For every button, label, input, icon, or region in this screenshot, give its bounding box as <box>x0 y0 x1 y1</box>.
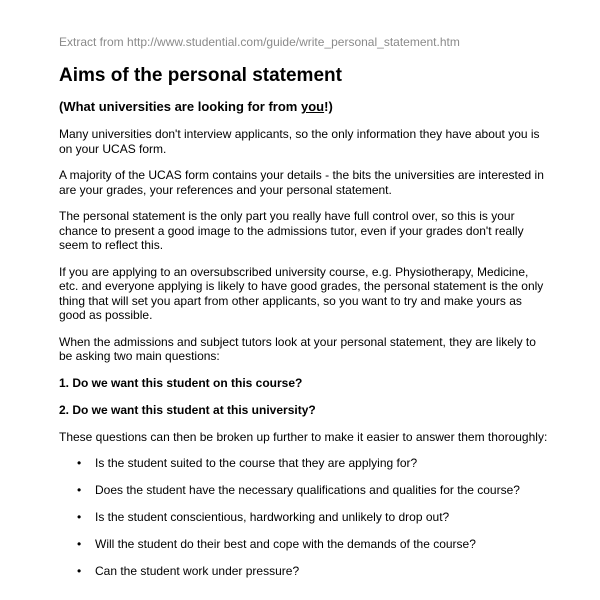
subtitle-before: (What universities are looking for from <box>59 99 301 114</box>
paragraph-interviews: Many universities don't interview applicants, so the only information they have about you is on your UCAS form. <box>59 127 540 156</box>
subtitle-after: !) <box>324 99 333 114</box>
list-item <box>59 564 549 579</box>
list-item <box>59 456 549 471</box>
bullet-icon: • <box>77 564 82 578</box>
page-subtitle <box>59 99 549 115</box>
list-item-text: Is the student suited to the course that they are applying for? <box>95 456 418 470</box>
list-item <box>59 537 549 552</box>
source-url: http://www.studential.com/guide/write_personal_statement.htm <box>127 35 460 49</box>
paragraph-ucas-form: A majority of the UCAS form contains your details - the bits the universities are interested in are your grades, your references and your personal statement. <box>59 168 544 197</box>
list-item <box>59 510 549 525</box>
criteria-list <box>59 456 549 579</box>
paragraph-two-questions: When the admissions and subject tutors look at your personal statement, they are likely to be asking two main questions: <box>59 334 536 363</box>
bullet-icon: • <box>77 483 82 497</box>
paragraph-list-intro: These questions can then be broken up further to make it easier to answer them thoroughly: <box>59 429 548 444</box>
bullet-icon: • <box>77 456 82 470</box>
source-line <box>59 34 549 50</box>
bullet-icon: • <box>77 537 82 551</box>
paragraph-control: The personal statement is the only part you really have full control over, so this is your chance to present a good image to the admissions tutor, even if your grades don't really seem to reflect this. <box>59 209 524 252</box>
list-item-text: Can the student work under pressure? <box>95 564 300 578</box>
list-item-text: Is the student conscientious, hardworking and unlikely to drop out? <box>95 510 450 524</box>
list-item-text: Will the student do their best and cope with the demands of the course? <box>95 537 476 551</box>
list-item <box>59 483 549 498</box>
question-course: 1. Do we want this student on this course? <box>59 375 303 390</box>
paragraph-oversubscribed: If you are applying to an oversubscribed university course, e.g. Physiotherapy, Medicine, etc. and everyone applying is likely to have good grades, the personal statement is the only thing that will set you apart from other applicants, so you want to try and make yours as good as possible. <box>59 264 544 322</box>
source-prefix: Extract from <box>59 35 128 49</box>
document-page <box>59 34 549 591</box>
subtitle-emphasis: you <box>300 99 325 114</box>
list-item-text: Does the student have the necessary qualifications and qualities for the course? <box>95 483 520 497</box>
bullet-icon: • <box>77 510 82 524</box>
question-university: 2. Do we want this student at this university? <box>59 402 316 417</box>
page-title: Aims of the personal statement <box>59 65 342 86</box>
